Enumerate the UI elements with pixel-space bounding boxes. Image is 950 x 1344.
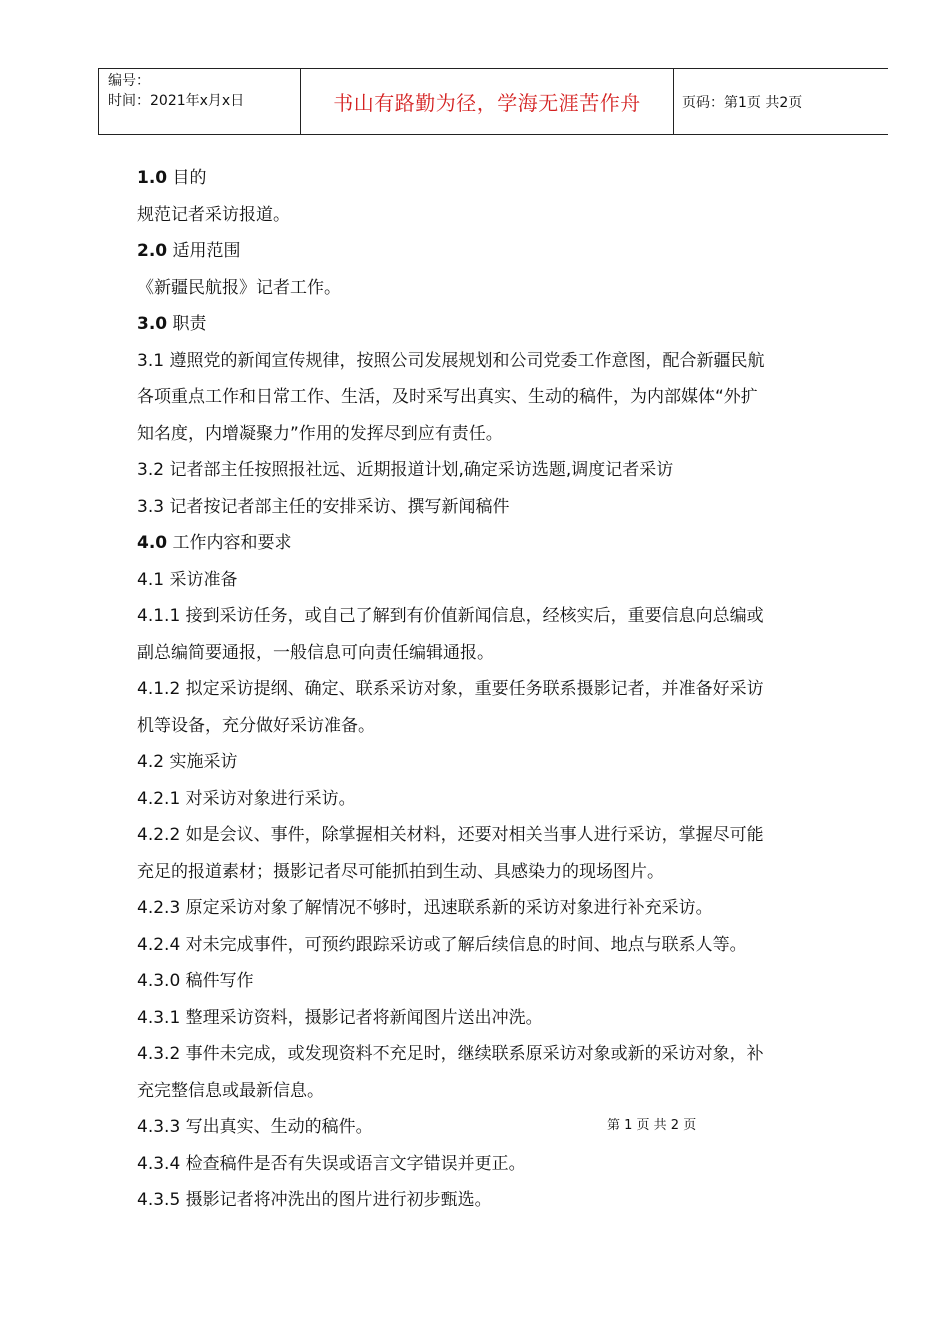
line-text: 4.3.4 检查稿件是否有失误或语言文字错误并更正。 [137,1153,526,1174]
line-text: 《新疆民航报》记者工作。 [137,277,341,298]
body-line [137,452,857,489]
section-title: 适用范围 [172,241,241,261]
line-text: 4.2.3 原定采访对象了解情况不够时，迅速联系新的采访对象进行补充采访。 [137,898,713,918]
header-page-label: 页码：第1页 共2页 [682,94,803,111]
body-line [137,708,857,745]
body-line [137,416,857,453]
line-text: 4.1 采访准备 [137,569,238,590]
document-body [137,160,857,1219]
line-text: 4.2.1 对采访对象进行采访。 [137,788,356,809]
header-motto: 书山有路勤为径，学海无涯苦作舟 [301,69,674,134]
body-line [137,890,857,927]
document-header [98,68,888,135]
body-line [137,343,857,380]
section-title: 目的 [172,168,207,188]
body-line [137,489,857,526]
line-text: 知名度，内增凝聚力”作用的发挥尽到应有责任。 [137,423,503,444]
line-text: 4.3.0 稿件写作 [137,971,254,991]
body-line [137,635,857,672]
section-heading [137,160,857,197]
body-line [137,1073,857,1110]
line-text: 3.3 记者按记者部主任的安排采访、撰写新闻稿件 [137,496,510,517]
body-line [137,744,857,781]
line-text: 4.2 实施采访 [137,752,238,772]
line-text: 4.2.4 对未完成事件，可预约跟踪采访或了解后续信息的时间、地点与联系人等。 [137,934,747,955]
section-heading [137,233,857,270]
line-text: 规范记者采访报道。 [137,204,290,225]
body-line [137,562,857,599]
document-number-label: 编号： [108,73,150,89]
body-line [137,963,857,1000]
line-text: 3.1 遵照党的新闻宣传规律，按照公司发展规划和公司党委工作意图，配合新疆民航 [137,350,765,371]
line-text: 4.1.2 拟定采访提纲、确定、联系采访对象，重要任务联系摄影记者，并准备好采访 [137,679,764,699]
section-title: 职责 [172,314,207,334]
body-line [137,1000,857,1037]
section-number: 4.0 [137,533,168,553]
line-text: 4.3.2 事件未完成，或发现资料不充足时，继续联系原采访对象或新的采访对象，补 [137,1044,764,1064]
body-line [137,197,857,234]
section-title: 工作内容和要求 [172,533,292,553]
line-text: 充足的报道素材；摄影记者尽可能抓拍到生动、具感染力的现场图片。 [137,861,664,882]
line-text: 4.3.5 摄影记者将冲洗出的图片进行初步甄选。 [137,1190,492,1210]
body-line [137,1146,857,1183]
body-line [137,927,857,964]
line-text: 各项重点工作和日常工作、生活，及时采写出真实、生动的稿件，为内部媒体“外扩 [137,387,758,407]
body-line [137,379,857,416]
line-text: 机等设备，充分做好采访准备。 [137,715,375,736]
body-line [137,1109,857,1146]
body-line [137,270,857,307]
line-text: 副总编简要通报，一般信息可向责任编辑通报。 [137,642,494,663]
line-text: 充完整信息或最新信息。 [137,1080,324,1101]
line-text: 4.3.1 整理采访资料，摄影记者将新闻图片送出冲洗。 [137,1007,543,1028]
footer-page-number: 第 1 页 共 2 页 [607,1118,697,1133]
body-line [137,817,857,854]
body-line [137,1182,857,1219]
body-line [137,671,857,708]
line-text: 4.1.1 接到采访任务，或自己了解到有价值新闻信息，经核实后，重要信息向总编或 [137,606,764,626]
line-text: 4.3.3 写出真实、生动的稿件。 [137,1117,373,1137]
body-line [137,1036,857,1073]
line-text: 3.2 记者部主任按照报社远、近期报道计划,确定采访选题,调度记者采访 [137,460,674,480]
body-line [137,598,857,635]
section-number: 3.0 [137,314,168,334]
section-number: 2.0 [137,241,168,261]
header-meta [99,69,301,134]
section-number: 1.0 [137,168,168,188]
section-heading [137,525,857,562]
document-time-label: 时间：2021年x月x日 [108,93,245,109]
section-heading [137,306,857,343]
body-line [137,781,857,818]
body-line [137,854,857,891]
line-text: 4.2.2 如是会议、事件，除掌握相关材料，还要对相关当事人进行采访，掌握尽可能 [137,825,764,845]
